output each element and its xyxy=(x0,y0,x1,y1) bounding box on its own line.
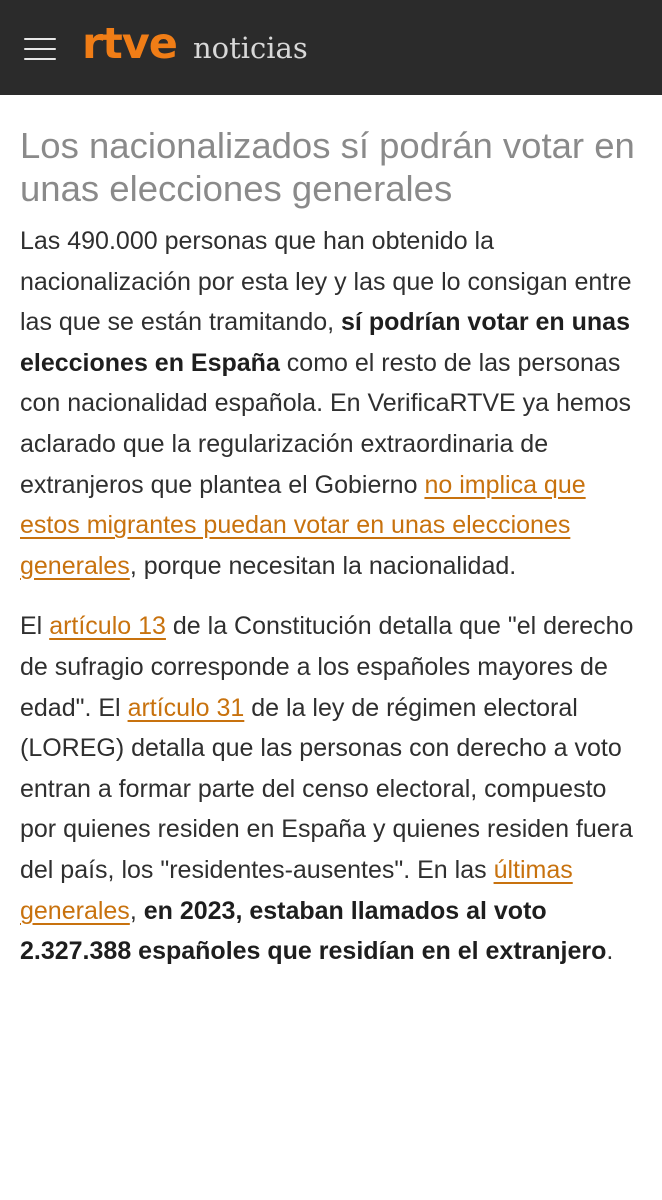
link-ultimas-generales[interactable]: últimas generales xyxy=(20,855,573,925)
bold-text: sí podrían votar en unas elecciones en España xyxy=(20,308,630,377)
paragraph-text: , porque necesitan la nacionalidad. xyxy=(129,551,517,580)
paragraph-text: como el resto de las personas con nacionalidad española. En VerificaRTVE ya hemos aclarado que la regularización extraordinaria de extranjeros que plantea el Gobierno xyxy=(20,348,632,499)
menu-line xyxy=(24,38,56,40)
section-name: noticias xyxy=(192,31,308,65)
article-paragraph xyxy=(20,221,640,586)
link-migrants-cannot-vote[interactable]: no implica que estos migrantes puedan votar en unas elecciones generales xyxy=(20,470,586,580)
article-headline: Los nacionalizados sí podrán votar en unas elecciones generales xyxy=(20,125,635,209)
menu-line xyxy=(24,58,56,60)
link-articulo-13[interactable]: artículo 13 xyxy=(49,612,166,641)
paragraph-text: . xyxy=(606,937,614,966)
paragraph-text: de la ley de régimen electoral (LOREG) detalla que las personas con derecho a voto entran a formar parte del censo electoral, compuesto por quienes residen en España y quienes residen fuera del país, los "residentes-ausentes". En las xyxy=(20,693,633,884)
hamburger-menu-icon[interactable] xyxy=(24,36,56,62)
top-navigation-bar xyxy=(0,0,662,95)
article-paragraph xyxy=(20,606,640,971)
paragraph-text: , xyxy=(129,896,144,925)
brand-home-link[interactable] xyxy=(82,18,308,78)
menu-line xyxy=(24,48,56,50)
link-articulo-31[interactable]: artículo 31 xyxy=(127,693,245,722)
article-body xyxy=(20,124,640,992)
paragraph-text: El xyxy=(20,612,50,641)
paragraph-text: Las 490.000 personas que han obtenido la nacionalización por esta ley y las que lo consigan entre las que se están tramitando, xyxy=(20,227,632,337)
paragraph-text: de la Constitución detalla que "el derecho de sufragio corresponde a los españoles mayores de edad". El xyxy=(20,612,634,722)
bold-text: en 2023, estaban llamados al voto 2.327.388 españoles que residían en el extranjero xyxy=(20,896,607,966)
rtve-logo: rtve xyxy=(82,19,177,69)
